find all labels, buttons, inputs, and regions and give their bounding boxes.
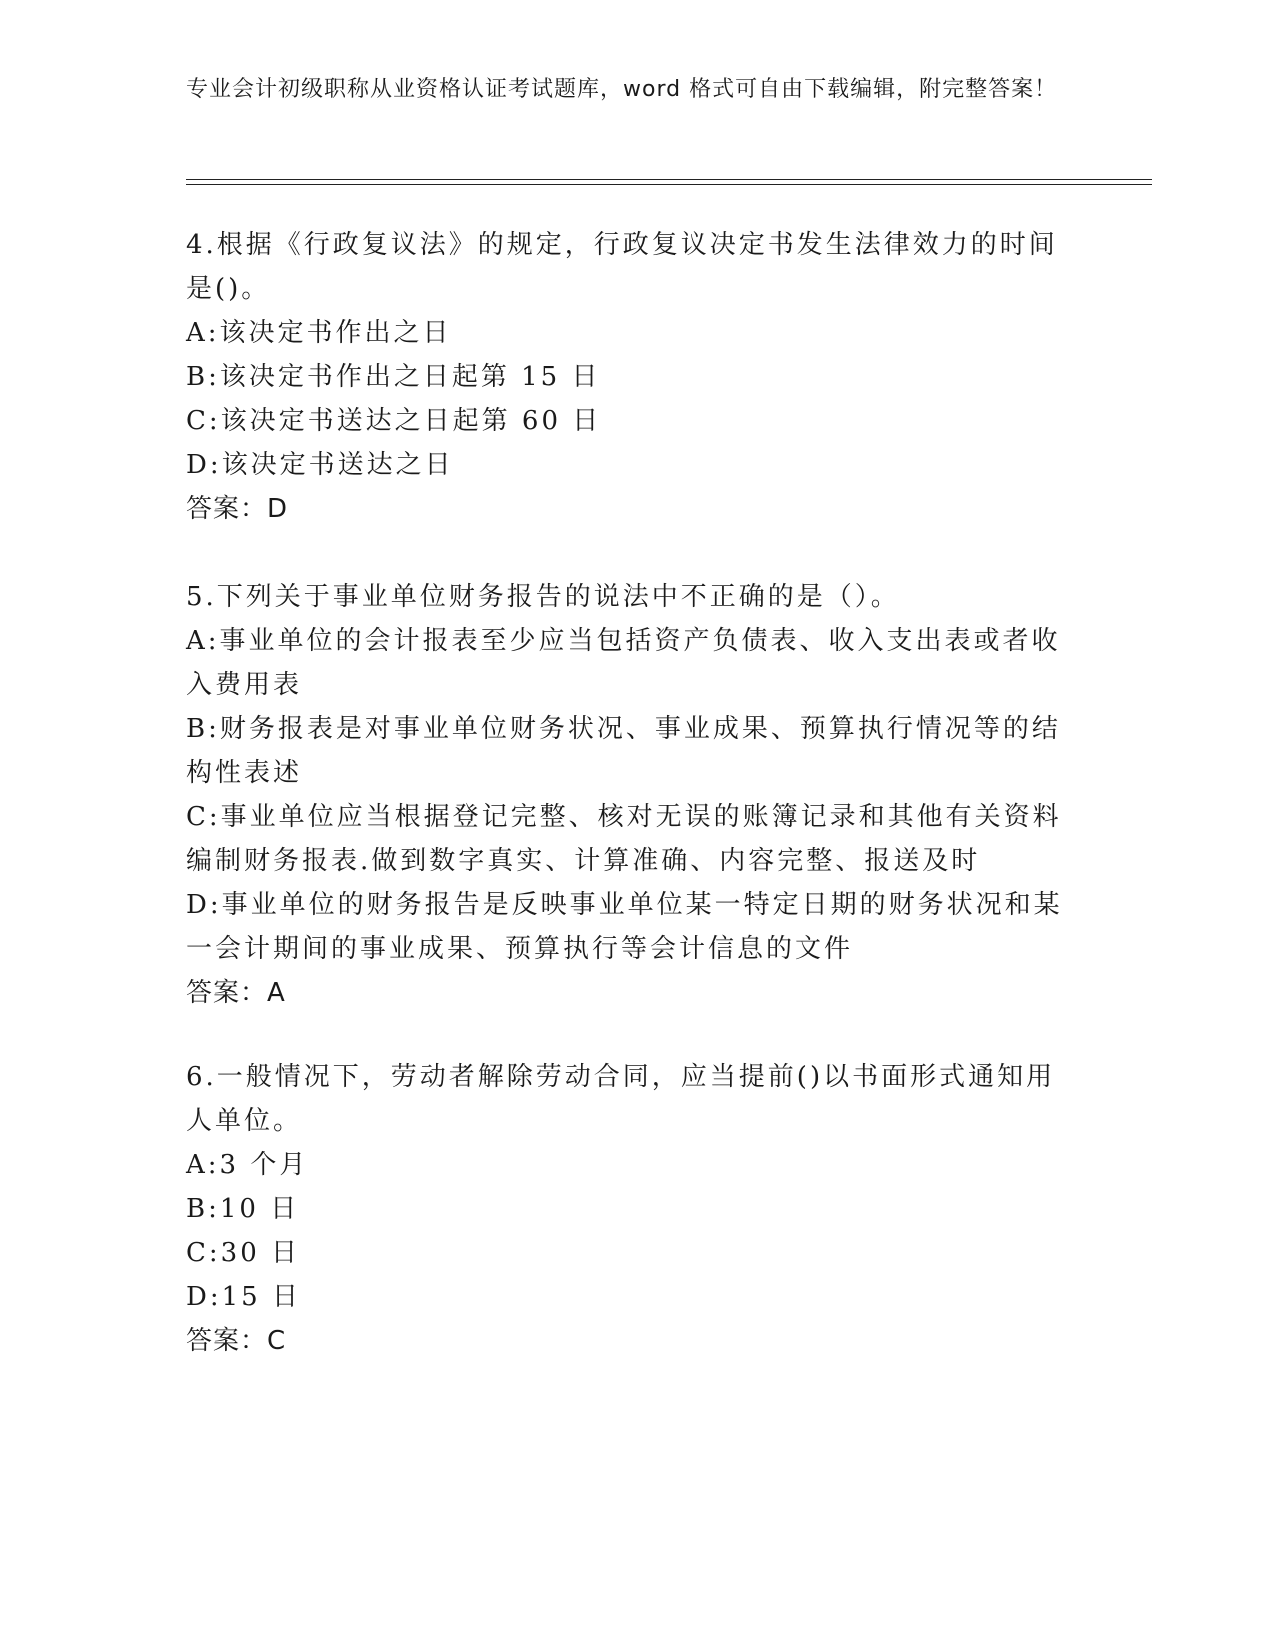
answer-label: 答案：A xyxy=(186,978,286,1008)
document-header: 专业会计初级职称从业资格认证考试题库，word 格式可自由下载编辑，附完整答案！ xyxy=(186,77,1058,102)
option-c-continued: 编制财务报表.做到数字真实、计算准确、内容完整、报送及时 xyxy=(186,846,981,876)
option-a: A:3 个月 xyxy=(186,1150,309,1180)
option-b: B:该决定书作出之日起第 15 日 xyxy=(186,362,601,392)
question-stem-line: 人单位。 xyxy=(186,1106,303,1136)
answer-label: 答案：C xyxy=(186,1326,287,1356)
option-b: B:10 日 xyxy=(186,1194,300,1224)
option-d: D:该决定书送达之日 xyxy=(186,450,454,480)
question-stem-line: 4.根据《行政复议法》的规定，行政复议决定书发生法律效力的时间 xyxy=(186,230,1058,260)
option-a: A:事业单位的会计报表至少应当包括资产负债表、收入支出表或者收 xyxy=(186,626,1061,656)
option-b-continued: 构性表述 xyxy=(186,758,303,788)
question-stem-line: 6.一般情况下，劳动者解除劳动合同，应当提前()以书面形式通知用 xyxy=(186,1062,1056,1092)
option-d: D:事业单位的财务报告是反映事业单位某一特定日期的财务状况和某 xyxy=(186,890,1063,920)
option-a: A:该决定书作出之日 xyxy=(186,318,452,348)
option-c: C:事业单位应当根据登记完整、核对无误的账簿记录和其他有关资料 xyxy=(186,802,1062,832)
option-c: C:30 日 xyxy=(186,1238,301,1268)
option-d: D:15 日 xyxy=(186,1282,301,1312)
option-b: B:财务报表是对事业单位财务状况、事业成果、预算执行情况等的结 xyxy=(186,714,1061,744)
header-rule-top xyxy=(186,179,1152,180)
option-a-continued: 入费用表 xyxy=(186,670,303,700)
question-stem-line: 5.下列关于事业单位财务报告的说法中不正确的是（）。 xyxy=(186,582,900,612)
answer-label: 答案：D xyxy=(186,494,289,524)
option-d-continued: 一会计期间的事业成果、预算执行等会计信息的文件 xyxy=(186,934,854,964)
question-stem-line: 是()。 xyxy=(186,274,271,304)
header-rule-bottom xyxy=(186,184,1152,185)
option-c: C:该决定书送达之日起第 60 日 xyxy=(186,406,602,436)
